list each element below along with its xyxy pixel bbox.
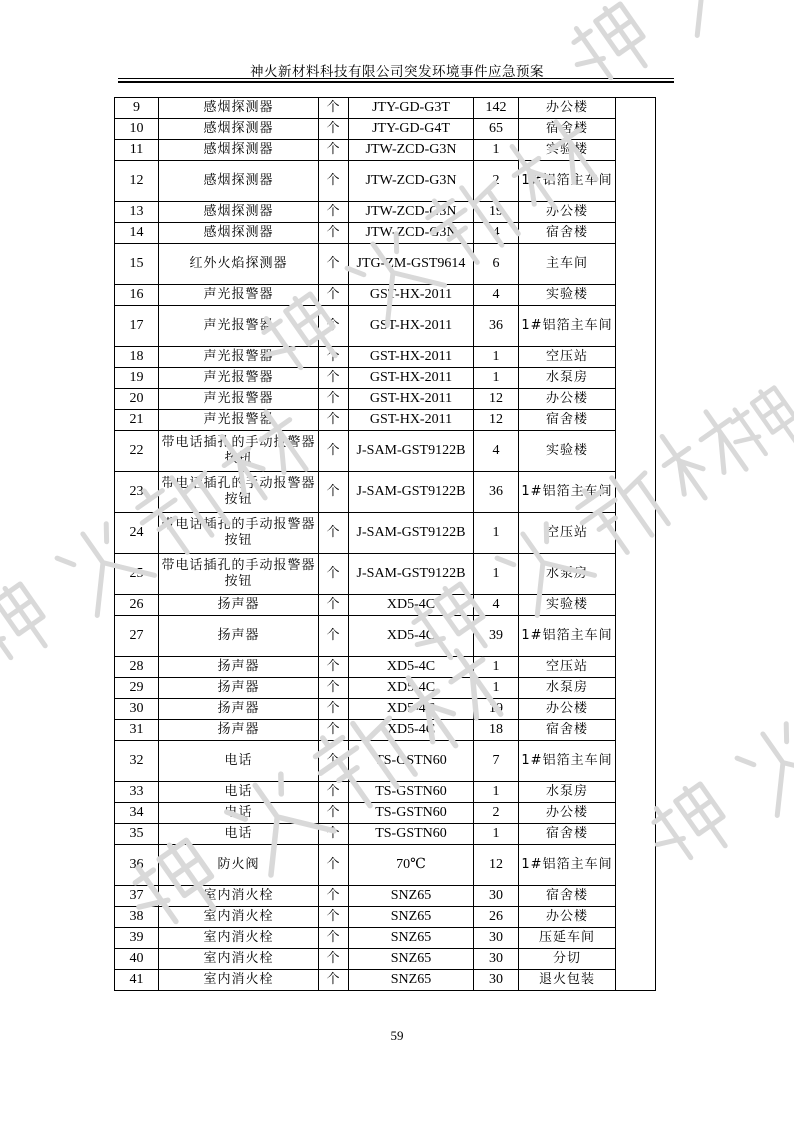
unit-cell: 个 — [319, 699, 349, 720]
table-row — [115, 907, 656, 928]
location-cell: 办公楼 — [519, 389, 616, 410]
row-number-cell: 25 — [115, 554, 159, 595]
unit-cell: 个 — [319, 389, 349, 410]
location-cell: 办公楼 — [519, 699, 616, 720]
table-row — [115, 678, 656, 699]
unit-cell: 个 — [319, 678, 349, 699]
unit-cell: 个 — [319, 140, 349, 161]
table-row — [115, 595, 656, 616]
unit-cell: 个 — [319, 803, 349, 824]
unit-cell: 个 — [319, 410, 349, 431]
location-cell: 1#铝箔主车间 — [519, 472, 616, 513]
row-number-cell: 20 — [115, 389, 159, 410]
model-spec-cell: XD5-4C — [349, 678, 474, 699]
quantity-cell: 4 — [474, 431, 519, 472]
quantity-cell: 65 — [474, 119, 519, 140]
watermark-stamp — [640, 599, 794, 881]
equipment-inventory-table — [114, 97, 656, 991]
location-cell: 实验楼 — [519, 285, 616, 306]
location-cell: 1#铝箔主车间 — [519, 741, 616, 782]
unit-cell: 个 — [319, 720, 349, 741]
quantity-cell: 2 — [474, 803, 519, 824]
unit-cell: 个 — [319, 244, 349, 285]
device-name-cell: 室内消火栓 — [159, 886, 319, 907]
device-name-cell: 扬声器 — [159, 699, 319, 720]
device-name-cell: 室内消火栓 — [159, 907, 319, 928]
location-cell: 实验楼 — [519, 595, 616, 616]
row-number-cell: 38 — [115, 907, 159, 928]
location-cell: 压延车间 — [519, 928, 616, 949]
table-row — [115, 803, 656, 824]
device-name-cell: 室内消火栓 — [159, 970, 319, 991]
location-cell: 办公楼 — [519, 202, 616, 223]
location-cell: 宿舍楼 — [519, 886, 616, 907]
unit-cell: 个 — [319, 431, 349, 472]
quantity-cell: 1 — [474, 657, 519, 678]
device-name-cell: 感烟探测器 — [159, 202, 319, 223]
model-spec-cell: JTW-ZCD-G3N — [349, 202, 474, 223]
model-spec-cell: J-SAM-GST9122B — [349, 513, 474, 554]
watermark-glyph — [734, 714, 794, 816]
table-row — [115, 431, 656, 472]
quantity-cell: 1 — [474, 782, 519, 803]
device-name-cell: 声光报警器 — [159, 389, 319, 410]
model-spec-cell: GST-HX-2011 — [349, 368, 474, 389]
location-cell: 1#铝箔主车间 — [519, 161, 616, 202]
device-name-cell: 扬声器 — [159, 595, 319, 616]
model-spec-cell: XD5-4C — [349, 595, 474, 616]
quantity-cell: 1 — [474, 554, 519, 595]
row-number-cell: 23 — [115, 472, 159, 513]
row-number-cell: 36 — [115, 845, 159, 886]
unit-cell: 个 — [319, 824, 349, 845]
device-name-cell: 电话 — [159, 741, 319, 782]
table-body — [115, 98, 656, 991]
unit-cell: 个 — [319, 928, 349, 949]
device-name-cell: 室内消火栓 — [159, 949, 319, 970]
device-name-cell: 感烟探测器 — [159, 119, 319, 140]
model-spec-cell: XD5-4C — [349, 720, 474, 741]
unit-cell: 个 — [319, 472, 349, 513]
row-number-cell: 29 — [115, 678, 159, 699]
model-spec-cell: J-SAM-GST9122B — [349, 472, 474, 513]
unit-cell: 个 — [319, 161, 349, 202]
location-cell: 1#铝箔主车间 — [519, 616, 616, 657]
quantity-cell: 36 — [474, 472, 519, 513]
table-row — [115, 202, 656, 223]
quantity-cell: 2 — [474, 161, 519, 202]
model-spec-cell: SNZ65 — [349, 928, 474, 949]
location-cell: 宿舍楼 — [519, 223, 616, 244]
model-spec-cell: XD5-4C — [349, 657, 474, 678]
table-row — [115, 886, 656, 907]
page-number: 59 — [390, 1028, 404, 1043]
model-spec-cell: J-SAM-GST9122B — [349, 431, 474, 472]
model-spec-cell: JTW-ZCD-G3N — [349, 140, 474, 161]
device-name-cell: 声光报警器 — [159, 368, 319, 389]
watermark-glyph — [0, 580, 57, 677]
location-cell: 办公楼 — [519, 907, 616, 928]
row-number-cell: 14 — [115, 223, 159, 244]
row-number-cell: 30 — [115, 699, 159, 720]
model-spec-cell: TS-GSTN60 — [349, 824, 474, 845]
device-name-cell: 红外火焰探测器 — [159, 244, 319, 285]
quantity-cell: 1 — [474, 824, 519, 845]
row-number-cell: 18 — [115, 347, 159, 368]
table-row — [115, 720, 656, 741]
row-number-cell: 37 — [115, 886, 159, 907]
document-header-title: 神火新材料科技有限公司突发环境事件应急预案 — [250, 64, 544, 80]
quantity-cell: 12 — [474, 845, 519, 886]
quantity-cell: 4 — [474, 285, 519, 306]
device-name-cell: 扬声器 — [159, 616, 319, 657]
device-name-cell: 声光报警器 — [159, 285, 319, 306]
table-row — [115, 223, 656, 244]
unit-cell: 个 — [319, 782, 349, 803]
remarks-cell — [616, 98, 656, 991]
device-name-cell: 带电话插孔的手动报警器按钮 — [159, 554, 319, 595]
location-cell: 宿舍楼 — [519, 119, 616, 140]
watermark-glyph — [650, 399, 759, 506]
model-spec-cell: 70℃ — [349, 845, 474, 886]
row-number-cell: 17 — [115, 306, 159, 347]
table-row — [115, 513, 656, 554]
quantity-cell: 4 — [474, 223, 519, 244]
row-number-cell: 16 — [115, 285, 159, 306]
device-name-cell: 带电话插孔的手动报警器按钮 — [159, 513, 319, 554]
row-number-cell: 15 — [115, 244, 159, 285]
model-spec-cell: GST-HX-2011 — [349, 347, 474, 368]
model-spec-cell: GST-HX-2011 — [349, 410, 474, 431]
model-spec-cell: GST-HX-2011 — [349, 306, 474, 347]
row-number-cell: 22 — [115, 431, 159, 472]
table-row — [115, 140, 656, 161]
model-spec-cell: TS-GSTN60 — [349, 803, 474, 824]
table-row — [115, 824, 656, 845]
unit-cell: 个 — [319, 306, 349, 347]
location-cell: 空压站 — [519, 513, 616, 554]
unit-cell: 个 — [319, 886, 349, 907]
table-row — [115, 741, 656, 782]
location-cell: 主车间 — [519, 244, 616, 285]
row-number-cell: 21 — [115, 410, 159, 431]
model-spec-cell: SNZ65 — [349, 907, 474, 928]
table-row — [115, 616, 656, 657]
model-spec-cell: GST-HX-2011 — [349, 285, 474, 306]
location-cell: 1#铝箔主车间 — [519, 845, 616, 886]
model-spec-cell: J-SAM-GST9122B — [349, 554, 474, 595]
location-cell: 实验楼 — [519, 140, 616, 161]
row-number-cell: 9 — [115, 98, 159, 119]
device-name-cell: 带电话插孔的手动报警器按钮 — [159, 431, 319, 472]
unit-cell: 个 — [319, 845, 349, 886]
row-number-cell: 39 — [115, 928, 159, 949]
location-cell: 空压站 — [519, 657, 616, 678]
table-row — [115, 472, 656, 513]
device-name-cell: 感烟探测器 — [159, 161, 319, 202]
quantity-cell: 30 — [474, 949, 519, 970]
device-name-cell: 电话 — [159, 782, 319, 803]
row-number-cell: 34 — [115, 803, 159, 824]
row-number-cell: 41 — [115, 970, 159, 991]
location-cell: 退火包装 — [519, 970, 616, 991]
table-row — [115, 410, 656, 431]
quantity-cell: 30 — [474, 928, 519, 949]
row-number-cell: 10 — [115, 119, 159, 140]
model-spec-cell: JTY-GD-G4T — [349, 119, 474, 140]
table-row — [115, 368, 656, 389]
unit-cell: 个 — [319, 119, 349, 140]
device-name-cell: 电话 — [159, 803, 319, 824]
quantity-cell: 18 — [474, 720, 519, 741]
unit-cell: 个 — [319, 616, 349, 657]
quantity-cell: 1 — [474, 678, 519, 699]
model-spec-cell: TS-GSTN60 — [349, 741, 474, 782]
unit-cell: 个 — [319, 223, 349, 244]
model-spec-cell: SNZ65 — [349, 949, 474, 970]
device-name-cell: 感烟探测器 — [159, 98, 319, 119]
quantity-cell: 1 — [474, 368, 519, 389]
quantity-cell: 12 — [474, 389, 519, 410]
row-number-cell: 26 — [115, 595, 159, 616]
device-name-cell: 带电话插孔的手动报警器按钮 — [159, 472, 319, 513]
quantity-cell: 19 — [474, 202, 519, 223]
table-row — [115, 306, 656, 347]
unit-cell: 个 — [319, 970, 349, 991]
table-row — [115, 782, 656, 803]
table-row — [115, 657, 656, 678]
quantity-cell: 6 — [474, 244, 519, 285]
unit-cell: 个 — [319, 202, 349, 223]
table-row — [115, 699, 656, 720]
row-number-cell: 13 — [115, 202, 159, 223]
quantity-cell: 19 — [474, 699, 519, 720]
location-cell: 宿舍楼 — [519, 410, 616, 431]
table-row — [115, 98, 656, 119]
device-name-cell: 声光报警器 — [159, 410, 319, 431]
device-name-cell: 防火阀 — [159, 845, 319, 886]
location-cell: 水泵房 — [519, 782, 616, 803]
location-cell: 宿舍楼 — [519, 720, 616, 741]
unit-cell: 个 — [319, 907, 349, 928]
location-cell: 实验楼 — [519, 431, 616, 472]
watermark-stamp — [560, 0, 794, 101]
table-row — [115, 119, 656, 140]
unit-cell: 个 — [319, 98, 349, 119]
unit-cell: 个 — [319, 513, 349, 554]
quantity-cell: 12 — [474, 410, 519, 431]
table-row — [115, 554, 656, 595]
quantity-cell: 1 — [474, 513, 519, 554]
row-number-cell: 19 — [115, 368, 159, 389]
row-number-cell: 31 — [115, 720, 159, 741]
unit-cell: 个 — [319, 285, 349, 306]
table-row — [115, 161, 656, 202]
watermark-stamp — [720, 221, 794, 475]
location-cell: 宿舍楼 — [519, 824, 616, 845]
device-name-cell: 扬声器 — [159, 678, 319, 699]
watermark-glyph — [720, 384, 794, 472]
quantity-cell: 30 — [474, 886, 519, 907]
location-cell: 办公楼 — [519, 98, 616, 119]
watermark-glyph — [654, 0, 754, 35]
location-cell: 1#铝箔主车间 — [519, 306, 616, 347]
device-name-cell: 室内消火栓 — [159, 928, 319, 949]
header-rule-thick — [118, 81, 674, 83]
location-cell: 办公楼 — [519, 803, 616, 824]
table-row — [115, 389, 656, 410]
model-spec-cell: JTY-GD-G3T — [349, 98, 474, 119]
quantity-cell: 1 — [474, 140, 519, 161]
device-name-cell: 扬声器 — [159, 657, 319, 678]
table-row — [115, 347, 656, 368]
header-rule-thin — [118, 78, 674, 79]
row-number-cell: 24 — [115, 513, 159, 554]
device-name-cell: 电话 — [159, 824, 319, 845]
location-cell: 空压站 — [519, 347, 616, 368]
quantity-cell: 142 — [474, 98, 519, 119]
row-number-cell: 40 — [115, 949, 159, 970]
model-spec-cell: XD5-4C — [349, 616, 474, 657]
quantity-cell: 36 — [474, 306, 519, 347]
table-row — [115, 970, 656, 991]
unit-cell: 个 — [319, 554, 349, 595]
model-spec-cell: SNZ65 — [349, 886, 474, 907]
table-row — [115, 845, 656, 886]
quantity-cell: 1 — [474, 347, 519, 368]
row-number-cell: 28 — [115, 657, 159, 678]
row-number-cell: 32 — [115, 741, 159, 782]
row-number-cell: 27 — [115, 616, 159, 657]
unit-cell: 个 — [319, 949, 349, 970]
row-number-cell: 35 — [115, 824, 159, 845]
model-spec-cell: JTW-ZCD-G3N — [349, 161, 474, 202]
location-cell: 水泵房 — [519, 678, 616, 699]
unit-cell: 个 — [319, 595, 349, 616]
location-cell: 分切 — [519, 949, 616, 970]
row-number-cell: 12 — [115, 161, 159, 202]
unit-cell: 个 — [319, 347, 349, 368]
model-spec-cell: JTW-ZCD-G3N — [349, 223, 474, 244]
row-number-cell: 33 — [115, 782, 159, 803]
device-name-cell: 扬声器 — [159, 720, 319, 741]
quantity-cell: 39 — [474, 616, 519, 657]
model-spec-cell: TS-GSTN60 — [349, 782, 474, 803]
device-name-cell: 感烟探测器 — [159, 223, 319, 244]
row-number-cell: 11 — [115, 140, 159, 161]
table-row — [115, 285, 656, 306]
model-spec-cell: GST-HX-2011 — [349, 389, 474, 410]
quantity-cell: 4 — [474, 595, 519, 616]
table-row — [115, 928, 656, 949]
table-row — [115, 949, 656, 970]
quantity-cell: 7 — [474, 741, 519, 782]
quantity-cell: 30 — [474, 970, 519, 991]
model-spec-cell: SNZ65 — [349, 970, 474, 991]
model-spec-cell: JTG-ZM-GST9614 — [349, 244, 474, 285]
location-cell: 水泵房 — [519, 554, 616, 595]
model-spec-cell: XD5-4C — [349, 699, 474, 720]
device-name-cell: 声光报警器 — [159, 347, 319, 368]
table-row — [115, 244, 656, 285]
device-name-cell: 声光报警器 — [159, 306, 319, 347]
unit-cell: 个 — [319, 741, 349, 782]
unit-cell: 个 — [319, 368, 349, 389]
device-name-cell: 感烟探测器 — [159, 140, 319, 161]
unit-cell: 个 — [319, 657, 349, 678]
quantity-cell: 26 — [474, 907, 519, 928]
location-cell: 水泵房 — [519, 368, 616, 389]
